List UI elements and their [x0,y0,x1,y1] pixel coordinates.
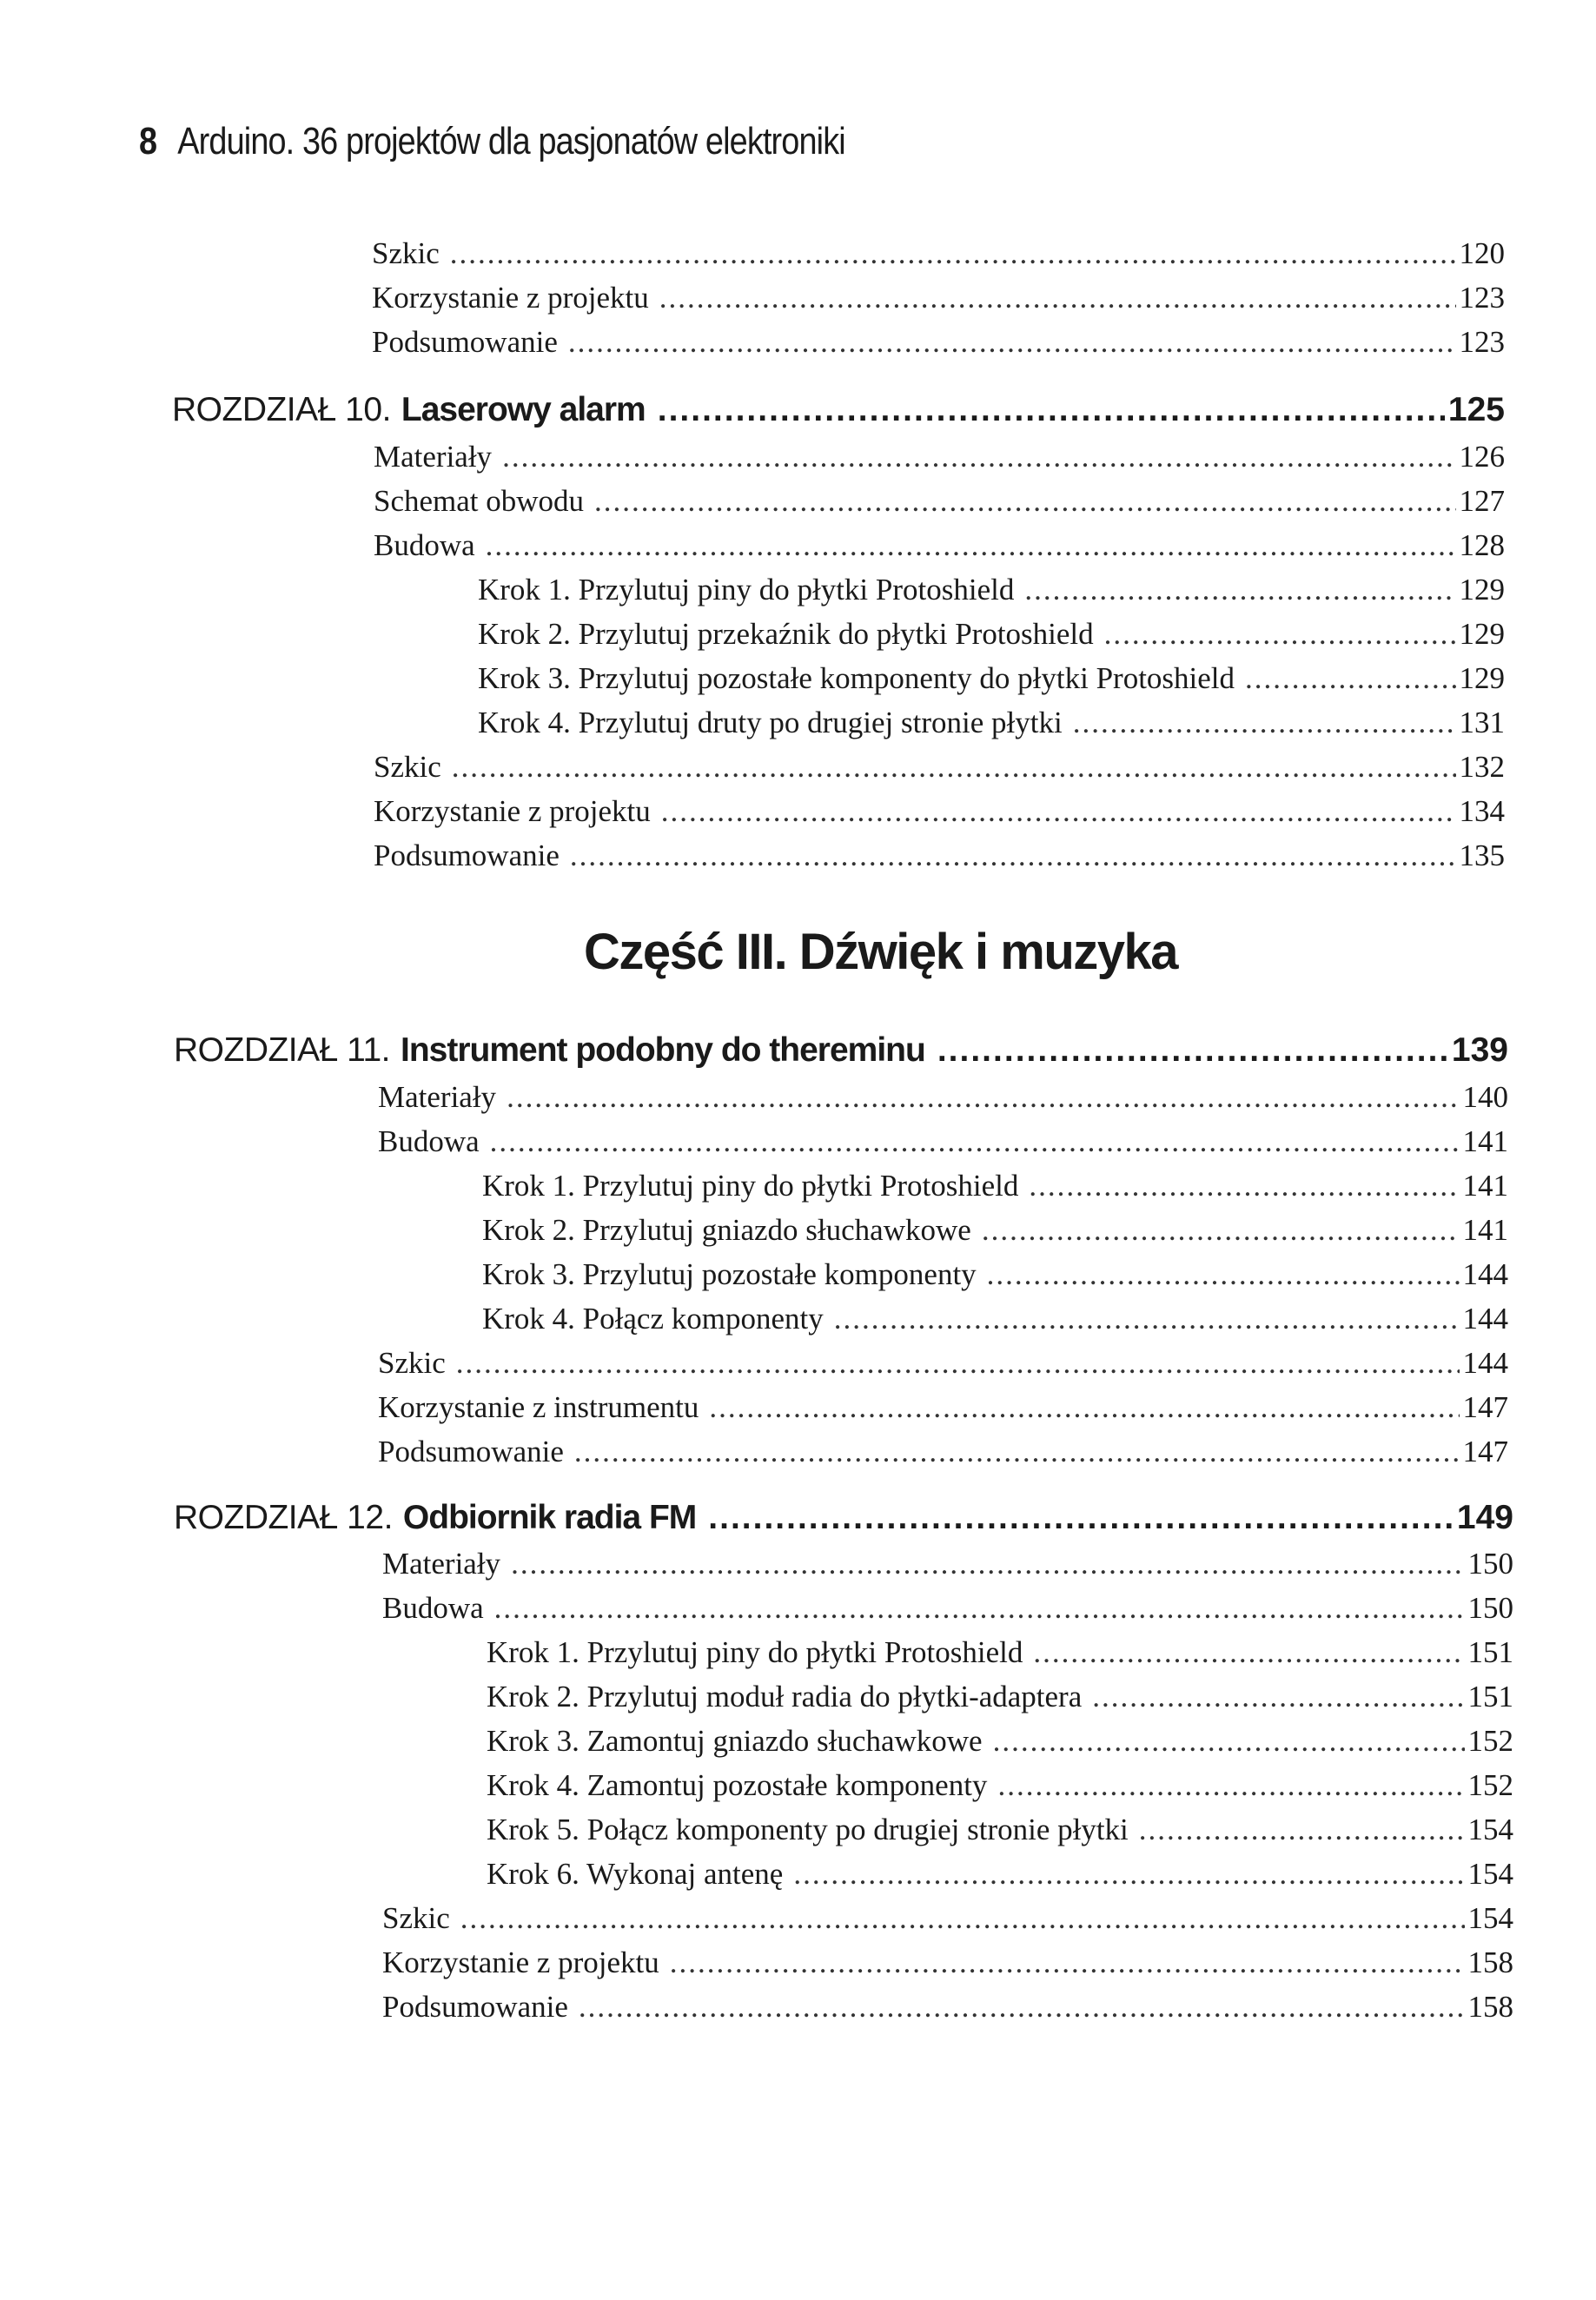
toc-entry [478,617,1505,652]
leader-dots [456,1346,1460,1381]
leader-dots [570,838,1456,873]
leader-dots [937,1031,1448,1070]
leader-dots [460,1901,1465,1936]
leader-dots [1139,1813,1465,1847]
leader-dots [659,281,1456,315]
entry-page: 147 [1462,1390,1508,1424]
leader-dots [494,1591,1465,1626]
leader-dots [486,528,1456,563]
chapter-title: Instrument podobny do thereminu [401,1031,925,1069]
entry-title: Krok 1. Przylutuj piny do płytki Protoshield [478,573,1015,606]
chapter-heading [174,1031,1508,1070]
entry-page: 150 [1467,1591,1513,1625]
toc-entry [374,528,1505,563]
toc-entry [374,440,1505,474]
toc-entry [374,838,1505,873]
entry-page: 141 [1462,1124,1508,1158]
toc-entry [382,1901,1513,1936]
toc-entry [372,236,1505,271]
entry-title: Krok 1. Przylutuj piny do płytki Protoshield [482,1169,1019,1203]
entry-page: 154 [1467,1901,1513,1935]
entry-title: Szkic [374,750,441,784]
chapter-label: ROZDZIAŁ 12. [174,1499,393,1536]
entry-title: Podsumowanie [378,1435,564,1468]
leader-dots [450,236,1456,271]
entry-page: 123 [1459,325,1505,359]
entry-title: Krok 2. Przylutuj przekaźnik do płytki Protoshield [478,617,1094,651]
entry-title: Materiały [382,1547,501,1581]
leader-dots [1245,661,1455,696]
entry-title: Podsumowanie [382,1990,568,2024]
entry-title: Krok 4. Zamontuj pozostałe komponenty [487,1768,988,1802]
page-number: 8 [139,120,157,162]
chapter-title: Odbiornik radia FM [402,1499,697,1536]
entry-page: 144 [1462,1346,1508,1380]
leader-dots [574,1435,1460,1469]
entry-title: Szkic [378,1346,446,1380]
entry-page: 144 [1462,1257,1508,1291]
toc-entry [487,1635,1513,1670]
toc-entry [478,573,1505,607]
entry-title: Korzystanie z projektu [372,281,649,315]
toc-entry [382,1547,1513,1581]
toc-entry [487,1857,1513,1892]
part-heading: Część III. Dźwięk i muzyka [583,924,1178,980]
entry-title: Budowa [378,1124,480,1158]
toc-entry [374,750,1505,785]
toc-entry [478,661,1505,696]
entry-page: 131 [1459,706,1505,739]
entry-page: 147 [1462,1435,1508,1468]
entry-page: 135 [1459,838,1505,872]
leader-dots [1029,1169,1459,1203]
leader-dots [507,1080,1459,1115]
entry-title: Krok 5. Połącz komponenty po drugiej stronie płytki [487,1813,1129,1846]
toc-entry [372,325,1505,360]
leader-dots [709,1390,1459,1425]
entry-page: 123 [1459,281,1505,315]
entry-title: Krok 3. Przylutuj pozostałe komponenty [482,1257,977,1291]
chapter-heading [174,1499,1513,1537]
leader-dots [834,1302,1460,1336]
chapter-page: 125 [1447,391,1505,428]
leader-dots [982,1213,1460,1248]
entry-title: Materiały [378,1080,497,1114]
leader-dots [511,1547,1464,1581]
entry-title: Schemat obwodu [374,484,585,518]
entry-page: 132 [1459,750,1505,784]
entry-page: 151 [1467,1680,1513,1713]
chapter-label: ROZDZIAŁ 10. [172,391,391,428]
entry-page: 152 [1467,1768,1513,1802]
chapter-page: 149 [1456,1499,1513,1536]
entry-page: 126 [1459,440,1505,474]
toc-entry [372,281,1505,315]
chapter-heading [172,391,1505,429]
toc-entry [487,1813,1513,1847]
entry-title: Krok 1. Przylutuj piny do płytki Protoshield [487,1635,1023,1669]
entry-page: 154 [1467,1857,1513,1891]
toc-entry [378,1080,1508,1115]
entry-page: 154 [1467,1813,1513,1846]
toc-entry [487,1768,1513,1803]
leader-dots [661,794,1456,829]
toc-entry [378,1124,1508,1159]
entry-title: Krok 2. Przylutuj moduł radia do płytki-adaptera [487,1680,1083,1713]
entry-page: 144 [1462,1302,1508,1336]
entry-title: Krok 2. Przylutuj gniazdo słuchawkowe [482,1213,971,1247]
entry-title: Podsumowanie [374,838,560,872]
entry-title: Krok 4. Przylutuj druty po drugiej stronie płytki [478,706,1063,739]
entry-page: 127 [1459,484,1505,518]
leader-dots [987,1257,1460,1292]
leader-dots [1073,706,1456,740]
leader-dots [1024,573,1455,607]
leader-dots [997,1768,1464,1803]
leader-dots [658,391,1445,429]
entry-page: 152 [1467,1724,1513,1758]
running-header [139,120,845,163]
toc-entry [482,1302,1508,1336]
entry-page: 141 [1462,1213,1508,1247]
leader-dots [502,440,1455,474]
entry-page: 134 [1459,794,1505,828]
entry-page: 150 [1467,1547,1513,1581]
entry-page: 140 [1462,1080,1508,1114]
toc-entry [374,484,1505,519]
leader-dots [1092,1680,1464,1714]
entry-title: Szkic [382,1901,450,1935]
leader-dots [452,750,1456,785]
leader-dots [1104,617,1456,652]
entry-title: Korzystanie z instrumentu [378,1390,699,1424]
entry-page: 128 [1459,528,1505,562]
entry-page: 129 [1459,617,1505,651]
entry-title: Podsumowanie [372,325,558,359]
entry-page: 158 [1467,1945,1513,1979]
entry-page: 129 [1459,661,1505,695]
leader-dots [993,1724,1465,1759]
entry-title: Korzystanie z projektu [382,1945,659,1979]
leader-dots [793,1857,1464,1892]
entry-page: 129 [1459,573,1505,606]
toc-entry [478,706,1505,740]
toc-entry [487,1680,1513,1714]
chapter-title: Laserowy alarm [401,391,646,428]
toc-entry [382,1990,1513,2025]
entry-title: Materiały [374,440,493,474]
entry-title: Szkic [372,236,440,270]
toc-entry [482,1169,1508,1203]
toc-entry [378,1435,1508,1469]
entry-title: Krok 3. Przylutuj pozostałe komponenty do płytki Protoshield [478,661,1235,695]
entry-title: Krok 4. Połącz komponenty [482,1302,824,1336]
book-title: Arduino. 36 projektów dla pasjonatów elektroniki [177,120,845,162]
toc-entry [482,1213,1508,1248]
entry-title: Korzystanie z projektu [374,794,651,828]
leader-dots [708,1499,1454,1537]
leader-dots [568,325,1456,360]
leader-dots [670,1945,1465,1980]
toc-entry [378,1346,1508,1381]
toc-entry [487,1724,1513,1759]
entry-page: 120 [1459,236,1505,270]
entry-page: 158 [1467,1990,1513,2024]
entry-page: 151 [1467,1635,1513,1669]
entry-title: Krok 3. Zamontuj gniazdo słuchawkowe [487,1724,983,1758]
chapter-page: 139 [1451,1031,1508,1069]
leader-dots [490,1124,1460,1159]
chapter-label: ROZDZIAŁ 11. [174,1031,391,1069]
toc-entry [378,1390,1508,1425]
leader-dots [1033,1635,1464,1670]
toc-entry [374,794,1505,829]
toc-entry [382,1591,1513,1626]
entry-title: Krok 6. Wykonaj antenę [487,1857,784,1891]
toc-entry [482,1257,1508,1292]
leader-dots [594,484,1455,519]
leader-dots [579,1990,1465,2025]
entry-page: 141 [1462,1169,1508,1203]
entry-title: Budowa [374,528,475,562]
toc-entry [382,1945,1513,1980]
entry-title: Budowa [382,1591,484,1625]
